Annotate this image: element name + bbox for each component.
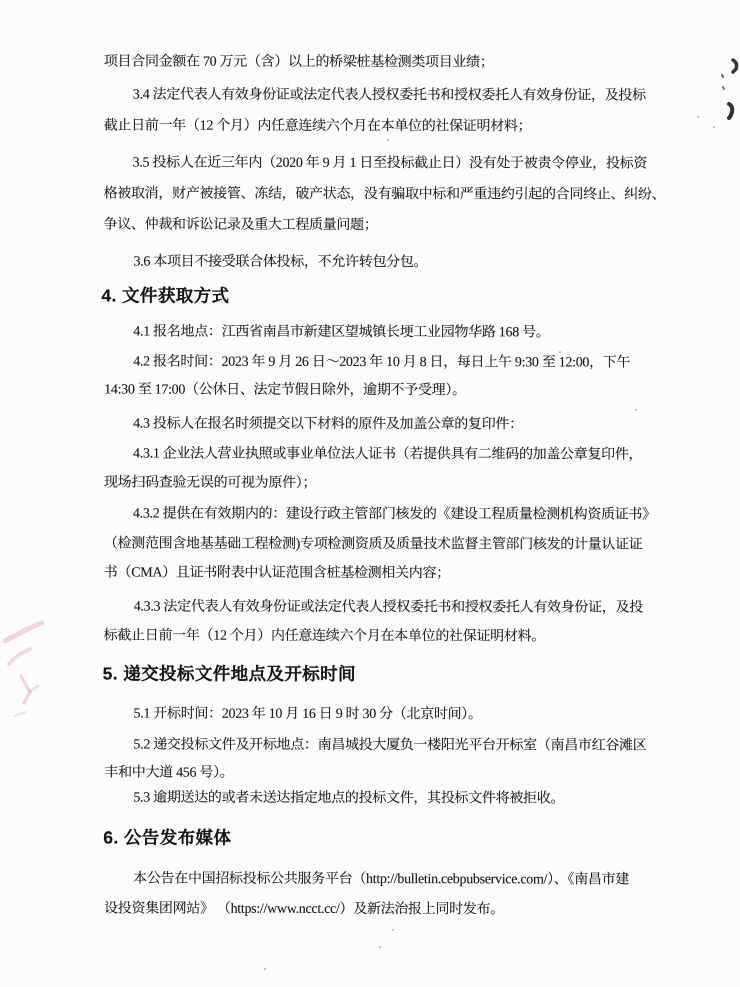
section-heading: 5. 递交投标文件地点及开标时间 bbox=[102, 663, 356, 684]
document-line: 设投资集团网站》 （https://www.ncct.cc/）及新法治报上同时发布。 bbox=[104, 901, 504, 918]
section-heading: 6. 公告发布媒体 bbox=[103, 827, 232, 848]
document-line: 3.6 本项目不接受联合体投标，不允许转包分包。 bbox=[133, 254, 428, 271]
document-line: 标截止日前一年（12 个月）内任意连续六个月在本单位的社保证明材料。 bbox=[103, 628, 545, 645]
section-heading: 4. 文件获取方式 bbox=[101, 285, 230, 306]
document-line: 3.5 投标人在近三年内（2020 年 9 月 1 日至投标截止日）没有处于被责令停业，投标资 bbox=[132, 155, 648, 172]
document-line: 5.3 逾期送达的或者未送达指定地点的投标文件，其投标文件将被拒收。 bbox=[133, 790, 565, 807]
document-line: 4.3 投标人在报名时须提交以下材料的原件及加盖公章的复印件： bbox=[133, 416, 523, 433]
document-line: 本公告在中国招标投标公共服务平台（http://bulletin.cebpubservice.com/）、《南昌市建 bbox=[133, 871, 630, 888]
document-line: 丰和中大道 456 号）。 bbox=[104, 765, 234, 781]
document-line: 3.4 法定代表人有效身份证或法定代表人授权委托书和授权委托人有效身份证，及投标 bbox=[132, 87, 646, 104]
document-line: （检测范围含地基基础工程检测)专项检测资质及质量技术监督主管部门核发的计量认证证 bbox=[103, 536, 643, 553]
document-line: 4.3.2 提供在有效期内的：建设行政主管部门核发的《建设工程质量检测机构资质证书》 bbox=[132, 506, 656, 523]
document-line: 截止日前一年（12 个月）内任意连续六个月在本单位的社保证明材料； bbox=[103, 118, 532, 135]
document-line: 4.3.3 法定代表人有效身份证或法定代表人授权委托书和授权委托人有效身份证，及投 bbox=[133, 599, 643, 616]
document-line: 4.3.1 企业法人营业执照或事业单位法人证书（若提供具有二维码的加盖公章复印件， bbox=[133, 446, 643, 463]
document-line: 4.1 报名地点：江西省南昌市新建区望城镇长埂工业园物华路 168 号。 bbox=[133, 324, 550, 341]
document-line: 争议、仲裁和诉讼记录及重大工程质量问题； bbox=[103, 217, 378, 234]
document-line: 项目合同金额在 70 万元（含）以上的桥梁桩基检测类项目业绩； bbox=[103, 54, 494, 71]
document-line: 书（CMA）且证书附表中认证范围含桩基检测相关内容； bbox=[103, 565, 450, 582]
document-line: 4.2 报名时间：2023 年 9 月 26 日～2023 年 10 月 8 日，每日上午 9:30 至 12:00，下午 bbox=[133, 354, 631, 371]
document-line: 格被取消，财产被接管、冻结，破产状态，没有骗取中标和严重违约引起的合同终止、纠纷、 bbox=[103, 186, 666, 203]
document-line: 5.1 开标时间：2023 年 10 月 16 日 9 时 30 分（北京时间）。 bbox=[133, 706, 482, 723]
document-line: 现场扫码查验无误的可视为原件）； bbox=[103, 475, 317, 491]
document-line: 5.2 递交投标文件及开标地点：南昌城投大厦负一楼阳光平台开标室（南昌市红谷滩区 bbox=[133, 737, 647, 754]
document-line: 14:30 至 17:00（公休日、法定节假日除外，逾期不予受理）。 bbox=[104, 382, 466, 399]
